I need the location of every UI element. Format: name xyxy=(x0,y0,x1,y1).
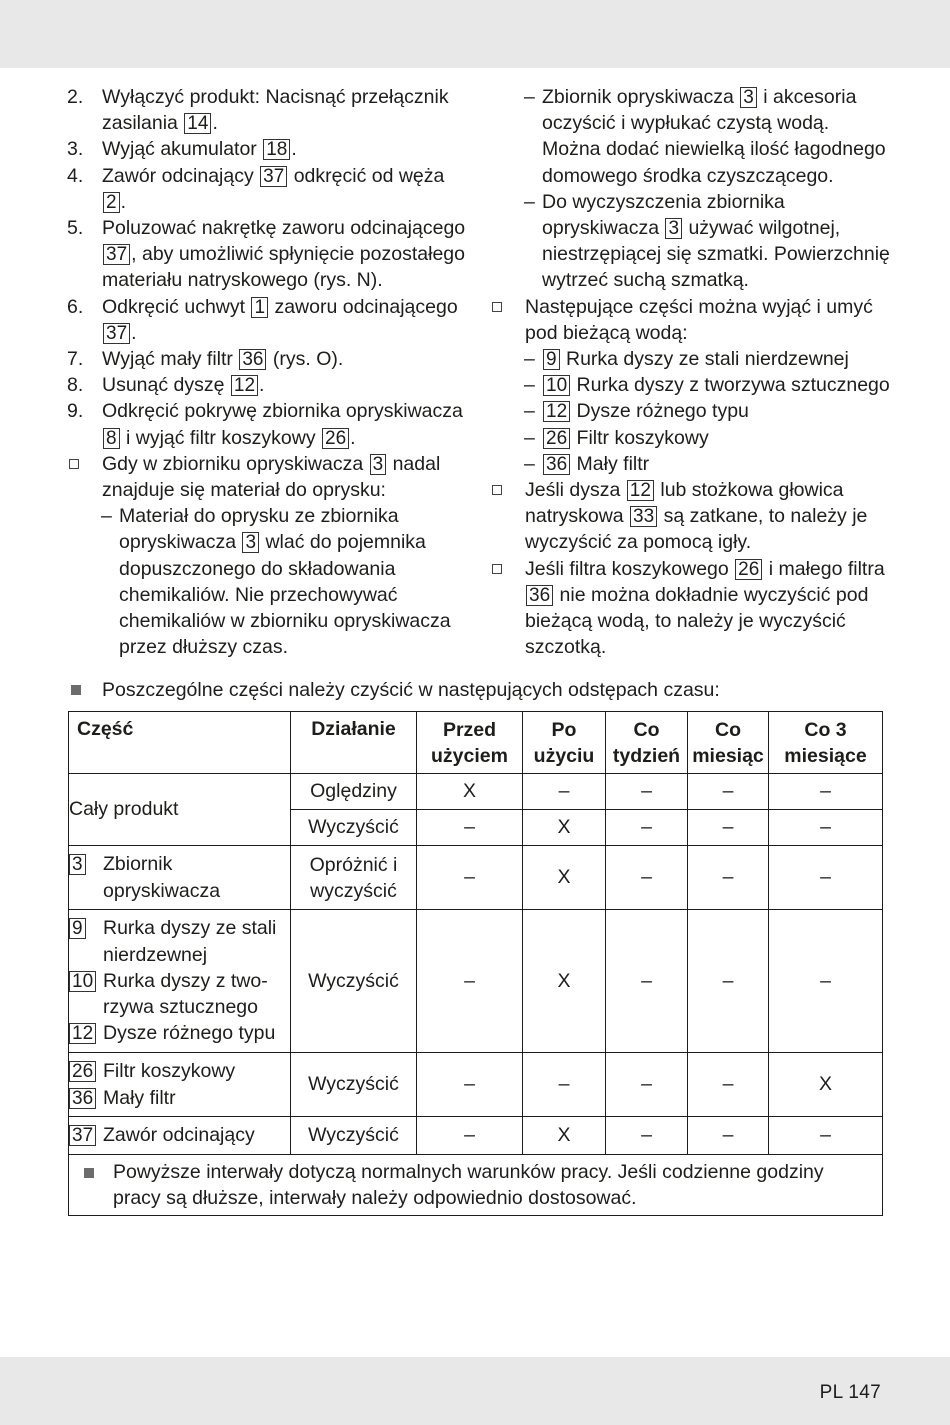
dash-icon: – xyxy=(524,374,535,397)
part-ref-box: 36 xyxy=(526,585,553,606)
checkbox-bullet-icon xyxy=(492,302,502,312)
table-row: Wyczyścić – X – – – xyxy=(69,810,883,846)
header-before-use: Przed użyciem xyxy=(417,712,523,774)
step-text: Wyjąć mały filtr 36 (rys. O). xyxy=(102,348,344,371)
part-ref-box: 33 xyxy=(630,506,657,527)
part-list-item: – 36 Mały filtr xyxy=(490,451,890,477)
part-cell: 26 Filtr koszykowy 36 Mały filtr xyxy=(69,1053,291,1117)
page-number: PL 147 xyxy=(819,1382,881,1403)
step: 3. Wyjąć akumulator 18 . xyxy=(67,138,297,161)
part-ref-box: 2 xyxy=(103,192,120,213)
step-text: Odkręcić pokrywę zbiornika opryskiwacza 8 i wyjąć filtr koszykowy 26 . xyxy=(102,400,463,449)
part-ref-box: 9 xyxy=(543,349,560,370)
part-ref-box: 10 xyxy=(543,375,570,396)
dash-icon: – xyxy=(524,400,535,423)
left-column xyxy=(67,84,467,660)
header-action: Działanie xyxy=(291,712,417,774)
step: 9. Odkręcić pokrywę zbiornika opryskiwacza 8 i wyjąć filtr koszykowy 26 . xyxy=(67,400,463,449)
bullet-item xyxy=(490,477,890,556)
step-text: Wyjąć akumulator 18 . xyxy=(102,138,297,161)
sub-item xyxy=(67,503,467,660)
bullet-item xyxy=(490,556,890,661)
maintenance-table xyxy=(68,711,883,1216)
bullet-item xyxy=(67,451,467,503)
part-ref-box: 26 xyxy=(735,559,762,580)
square-bullet-icon xyxy=(71,685,81,695)
part-ref-box: 37 xyxy=(103,244,130,265)
bottom-band xyxy=(0,1357,950,1425)
part-ref-box: 3 xyxy=(740,87,757,108)
dash-icon: – xyxy=(524,452,535,475)
part-list-item: – 9 Rurka dyszy ze stali nierdzewnej xyxy=(490,346,890,372)
table-row: Cały produkt Oględziny X – – – – xyxy=(69,774,883,810)
part-cell: 3 Zbiornik opryskiwacza xyxy=(69,846,291,910)
step-text: Usunąć dyszę 12 . xyxy=(102,374,265,397)
part-ref-box: 37 xyxy=(260,166,287,187)
sub-item-text: Zbiornik opryskiwacza 3 i akcesoria oczyścić i wypłukać czystą wodą. Można dodać niewielką ilość łagodnego domowego środka czyszczącego. xyxy=(542,86,886,187)
part-list-item: – 26 Filtr koszykowy xyxy=(490,425,890,451)
step-text: Wyłączyć produkt: Nacisnąć przełącznik zasilania 14 . xyxy=(102,86,449,135)
part-ref-box: 18 xyxy=(263,139,290,160)
dash-icon: – xyxy=(524,348,535,371)
top-band xyxy=(0,0,950,68)
part-ref-box: 3 xyxy=(242,532,259,553)
part-ref-box: 12 xyxy=(543,401,570,422)
step-text: Poluzować nakrętkę zaworu odcinającego 37 , aby umożliwić spłynięcie pozostałego materiału natryskowego (rys. N). xyxy=(102,217,466,292)
step: 2. Wyłączyć produkt: Nacisnąć przełącznik zasilania 14 . xyxy=(67,86,449,135)
step: 5. Poluzować nakrętkę zaworu odcinającego 37 , aby umożliwić spłynięcie pozostałego materiału natryskowego (rys. N). xyxy=(67,217,466,292)
sub-item-text: Do wyczyszczenia zbiornika opryskiwacza 3 używać wilgotnej, niestrzępiącej się szmatki. Powierzchnię wytrzeć suchą szmatką. xyxy=(542,190,890,292)
part-ref-box: 3 xyxy=(665,218,682,239)
header-weekly: Co tydzień xyxy=(606,712,688,774)
bullet-text: Jeśli dysza 12 lub stożkowa głowica natryskowa 33 są zatkane, to należy je wyczyścić za pomocą igły. xyxy=(525,479,868,554)
table-row: 26 Filtr koszykowy 36 Mały filtr Wyczyścić – – – – X xyxy=(69,1053,883,1117)
table-row: 3 Zbiornik opryskiwacza Opróżnić i wyczyścić – X – – – xyxy=(69,846,883,910)
part-list-item: – 12 Dysze różnego typu xyxy=(490,398,890,424)
part-cell: 9 Rurka dyszy ze stali nierdzewnej 10 Rurka dyszy z two-rzywa sztucznego 12 Dysze różnego typu xyxy=(69,910,291,1053)
bullet-text: Jeśli filtra koszykowego 26 i małego filtra 36 nie można dokładnie wyczyścić pod bieżącą wodą, to należy je wyczyścić szczotką. xyxy=(525,557,885,659)
dash-icon: – xyxy=(101,505,112,528)
part-ref-box: 8 xyxy=(103,428,120,449)
part-whole-product: Cały produkt xyxy=(69,774,291,846)
interval-note: Poszczególne części należy czyścić w następujących odstępach czasu: xyxy=(67,677,907,703)
sub-item-text: Materiał do oprysku ze zbiornika opryskiwacza 3 wlać do pojemnika dopuszczonego do składowania chemikaliów. Nie przechowywać chemikaliów w zbiorniku opryskiwacza przez dłuższy czas. xyxy=(119,505,451,659)
dash-icon: – xyxy=(524,426,535,449)
part-list-item: – 10 Rurka dyszy z tworzywa sztucznego xyxy=(490,372,890,398)
table-row: 37 Zawór odcinający Wyczyścić – X – – – xyxy=(69,1117,883,1155)
sub-item xyxy=(490,189,890,294)
header-after-use: Po użyciu xyxy=(523,712,606,774)
part-cell: 37 Zawór odcinający xyxy=(69,1117,291,1155)
square-bullet-icon xyxy=(84,1168,94,1178)
bullet-text: Następujące części można wyjąć i umyć pod bieżącą wodą: xyxy=(525,295,873,344)
table-footnote: Powyższe interwały dotyczą normalnych warunków pracy. Jeśli codzienne godziny pracy są dłuższe, interwały należy odpowiednio dostosować. xyxy=(69,1155,882,1215)
part-ref-box: 14 xyxy=(184,113,211,134)
part-ref-box: 1 xyxy=(251,297,268,318)
bullet-item xyxy=(490,294,890,346)
part-ref-box: 3 xyxy=(370,454,387,475)
step: 8. Usunąć dyszę 12 . xyxy=(67,374,265,397)
table-header-row xyxy=(69,712,883,774)
header-quarterly: Co 3 miesiące xyxy=(769,712,883,774)
step: 7. Wyjąć mały filtr 36 (rys. O). xyxy=(67,348,344,371)
table-row: 9 Rurka dyszy ze stali nierdzewnej 10 Rurka dyszy z two-rzywa sztucznego 12 Dysze różnego typu Wyczyścić – X – – – xyxy=(69,910,883,1053)
step: 6. Odkręcić uchwyt 1 zaworu odcinającego 37 . xyxy=(67,295,458,344)
checkbox-bullet-icon xyxy=(492,564,502,574)
dash-icon: – xyxy=(524,86,535,108)
step-text: Zawór odcinający 37 odkręcić od węża 2 . xyxy=(102,164,445,213)
checkbox-bullet-icon xyxy=(492,485,502,495)
table-footnote-row xyxy=(69,1155,883,1216)
part-ref-box: 12 xyxy=(627,480,654,501)
checkbox-bullet-icon xyxy=(69,459,79,469)
dash-icon: – xyxy=(524,190,535,213)
sub-item xyxy=(490,84,890,189)
part-ref-box: 26 xyxy=(543,428,570,449)
part-ref-box: 37 xyxy=(103,323,130,344)
header-part: Część xyxy=(69,712,291,774)
header-monthly: Co miesiąc xyxy=(688,712,769,774)
part-ref-box: 36 xyxy=(543,454,570,475)
part-ref-box: 26 xyxy=(322,428,349,449)
part-ref-box: 12 xyxy=(231,375,258,396)
right-column xyxy=(490,84,890,660)
step-text: Odkręcić uchwyt 1 zaworu odcinającego 37 . xyxy=(102,295,458,344)
step: 4. Zawór odcinający 37 odkręcić od węża 2 . xyxy=(67,164,445,213)
part-ref-box: 36 xyxy=(239,349,266,370)
bullet-text: Gdy w zbiorniku opryskiwacza 3 nadal znajduje się materiał do oprysku: xyxy=(102,452,441,502)
